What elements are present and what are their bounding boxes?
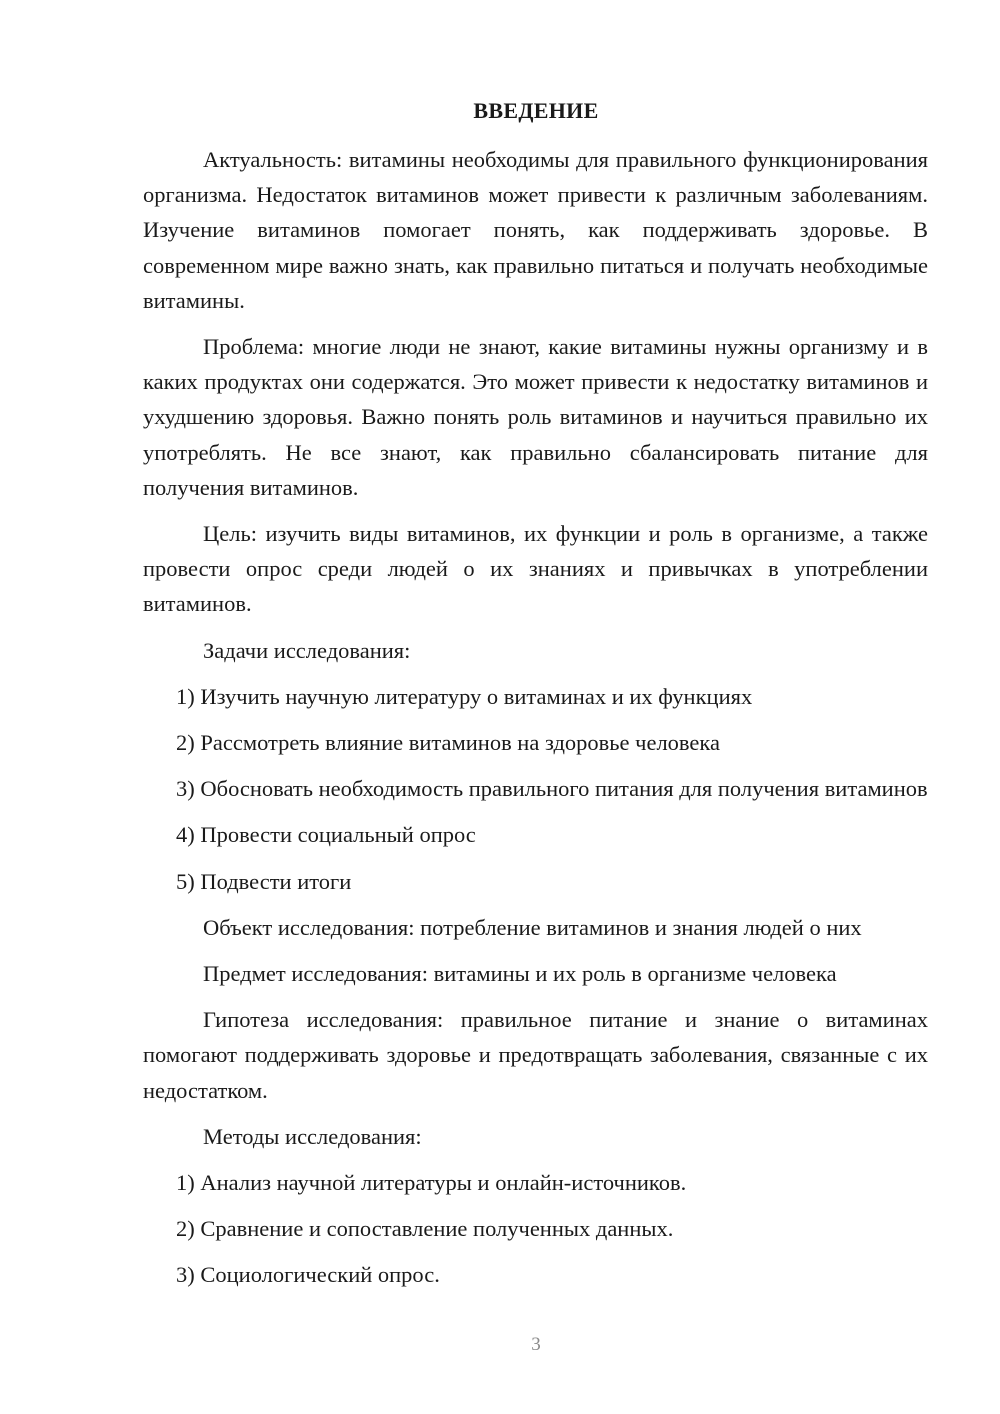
page-number: 3: [531, 1334, 541, 1355]
task-item: 4) Провести социальный опрос: [176, 822, 476, 848]
hypothesis-paragraph: Гипотеза исследования: правильное питание и знание о витаминах помогают поддерживать здоровье и предотвращать заболевания, связанные с их недостатком.: [143, 1007, 928, 1103]
method-item: 3) Социологический опрос.: [176, 1262, 440, 1288]
page-title: ВВЕДЕНИЕ: [473, 98, 599, 123]
relevance-paragraph: Актуальность: витамины необходимы для правильного функционирования организма. Недостаток витаминов может привести к различным заболеваниям. Изучение витаминов помогает понять, как поддерживать здоровье. В современном мире важно знать, как правильно питаться и получать необходимые витамины.: [143, 147, 928, 313]
task-item: 5) Подвести итоги: [176, 868, 352, 894]
goal-paragraph: Цель: изучить виды витаминов, их функции и роль в организме, а также провести опрос среди людей о их знаниях и привычках в употреблении витаминов.: [143, 521, 928, 617]
method-item: 2) Сравнение и сопоставление полученных данных.: [176, 1216, 674, 1242]
task-item: 2) Рассмотреть влияние витаминов на здоровье человека: [176, 730, 720, 756]
methods-heading: Методы исследования:: [203, 1123, 422, 1149]
document-body: [143, 142, 928, 1304]
tasks-heading: Задачи исследования:: [203, 637, 411, 663]
task-item: 3) Обосновать необходимость правильного питания для получения витаминов: [176, 776, 928, 802]
method-item: 1) Анализ научной литературы и онлайн-источников.: [176, 1170, 687, 1196]
subject-paragraph: Предмет исследования: витамины и их роль в организме человека: [203, 961, 837, 987]
object-paragraph: Объект исследования: потребление витаминов и знания людей о них: [203, 914, 862, 940]
problem-paragraph: Проблема: многие люди не знают, какие витамины нужны организму и в каких продуктах они содержатся. Это может привести к недостатку витаминов и ухудшению здоровья. Важно понять роль витаминов и научиться правильно их употреблять. Не все знают, как правильно сбалансировать питание для получения витаминов.: [143, 334, 928, 500]
task-item: 1) Изучить научную литературу о витаминах и их функциях: [176, 683, 753, 709]
